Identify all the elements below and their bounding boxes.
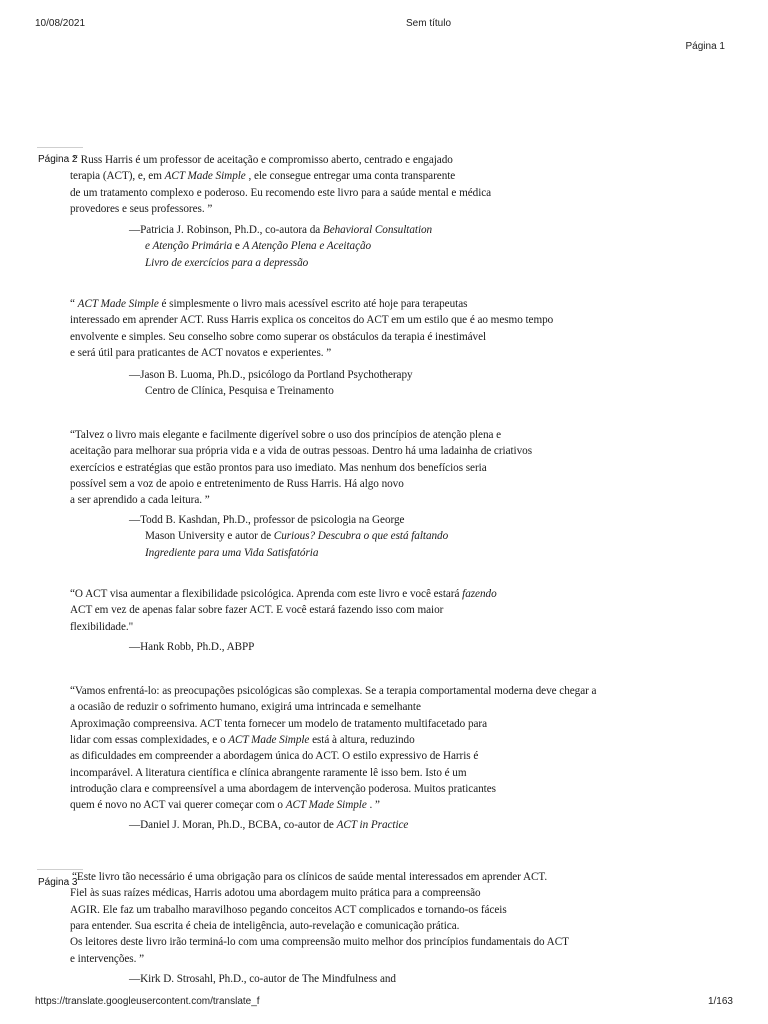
- line-text: —Daniel J. Moran, Ph.D., BCBA, co-autor de: [129, 819, 337, 831]
- line-text: —Todd B. Kashdan, Ph.D., professor de psicologia na George: [129, 514, 405, 526]
- quote-line: [70, 494, 210, 506]
- attribution-line: [145, 385, 334, 397]
- italic-title-text: ACT in Practice: [336, 819, 409, 831]
- line-text: aceitação para melhorar sua própria vida e a vida de outras pessoas. Dentro há uma ladainha de criativos: [70, 445, 532, 458]
- line-text: para entender. Sua escrita é cheia de inteligência, auto-revelação e comunicação prática.: [70, 919, 460, 932]
- print-url: https://translate.googleusercontent.com/translate_f: [35, 996, 260, 1007]
- line-text: “Talvez o livro mais elegante e facilmente digerível sobre o uso dos princípios de atenção plena e: [70, 429, 502, 441]
- line-text: Mason University e autor de: [145, 530, 274, 543]
- italic-title-text: Curious? Descubra o que está faltando: [273, 530, 449, 543]
- print-title: Sem título: [406, 18, 452, 29]
- line-text: e intervenções. ”: [70, 952, 145, 965]
- quote-line: [70, 445, 532, 457]
- attribution-line: [129, 224, 432, 236]
- attribution-line: [129, 641, 254, 653]
- quote-line: [70, 314, 553, 326]
- line-text: “Este livro tão necessário é uma obrigação para os clínicos de saúde mental interessados em aprender ACT.: [72, 871, 548, 883]
- attribution-line: [129, 369, 413, 381]
- italic-title-text: Ingrediente para uma Vida Satisfatória: [145, 546, 319, 559]
- attribution-line: [145, 530, 448, 542]
- line-text: —Kirk D. Strosahl, Ph.D., co-autor de The Mindfulness and: [129, 973, 396, 985]
- quote-line: [70, 478, 404, 490]
- quote-line: [70, 170, 455, 182]
- quote-line: [70, 953, 144, 965]
- attribution-line: [129, 819, 408, 831]
- line-text: . ”: [366, 799, 380, 812]
- line-text: flexibilidade.": [70, 620, 134, 633]
- line-text: Fiel às suas raízes médicas, Harris adotou uma abordagem muito prática para a compreensão: [70, 887, 481, 900]
- line-text: Os leitores deste livro irão terminá-lo com uma compreensão muito melhor dos princípios fundamentais do ACT: [70, 936, 569, 949]
- quote-line: [70, 904, 507, 916]
- line-text: “Vamos enfrentá-lo: as preocupações psicológicas são complexas. Se a terapia comportamental moderna deve chegar a: [70, 685, 597, 697]
- line-text: —Jason B. Luoma, Ph.D., psicólogo da Portland Psychotherapy: [129, 369, 413, 381]
- print-date: 10/08/2021: [35, 18, 86, 29]
- quote-line: [70, 887, 481, 899]
- print-page-count: 1/163: [707, 996, 733, 1007]
- line-text: —Hank Robb, Ph.D., ABPP: [129, 641, 255, 653]
- line-text: Aproximação compreensiva. ACT tenta fornecer um modelo de tratamento multifacetado para: [70, 717, 487, 730]
- line-text: “ Russ Harris é um professor de aceitação e compromisso aberto, centrado e engajado: [73, 154, 453, 166]
- line-text: interessado em aprender ACT. Russ Harris explica os conceitos do ACT em um estilo que é ao mesmo tempo: [70, 314, 554, 327]
- quote-line: [70, 685, 596, 697]
- quote-line: [70, 701, 421, 713]
- line-text: é simplesmente o livro mais acessível escrito até hoje para terapeutas: [158, 298, 468, 310]
- line-text: ACT em vez de apenas falar sobre fazer ACT. E você estará fazendo isso com maior: [70, 604, 444, 617]
- italic-title-text: e Atenção Primária: [145, 240, 233, 253]
- italic-title-text: Livro de exercícios para a depressão: [145, 256, 309, 269]
- line-text: as dificuldades em compreender a abordagem única do ACT. O estilo expressivo de Harris é: [70, 750, 479, 763]
- quote-line: [70, 734, 415, 746]
- attribution-line: [145, 240, 371, 252]
- line-text: introdução clara e compreensível a uma abordagem de intervenção poderosa. Muitos praticantes: [70, 782, 496, 795]
- attribution-line: [145, 257, 308, 269]
- quote-line: [70, 936, 569, 948]
- page-marker-2: Página 2: [38, 154, 78, 165]
- quote-line: [70, 331, 486, 343]
- line-text: a ocasião de reduzir o sofrimento humano, exigirá uma intrincada e semelhante: [70, 701, 421, 714]
- attribution-line: [129, 973, 396, 985]
- line-text: Centro de Clínica, Pesquisa e Treinamento: [145, 385, 334, 398]
- italic-title-text: ACT Made Simple: [228, 733, 310, 746]
- line-text: incomparável. A literatura científica e clínica abrangente raramente lê isso bem. Isto é um: [70, 766, 467, 779]
- line-text: exercícios e estratégias que estão prontos para uso imediato. Mas nenhum dos benefícios seria: [70, 461, 487, 474]
- line-text: envolvente e simples. Seu conselho sobre como superar os obstáculos da terapia é inestimável: [70, 330, 487, 343]
- quote-line: [72, 871, 547, 883]
- quote-line: [70, 298, 467, 310]
- italic-title-text: A Atenção Plena e Aceitação: [242, 240, 372, 253]
- quote-line: [70, 203, 212, 215]
- italic-title-text: Behavioral Consultation: [322, 224, 433, 236]
- quote-line: [70, 429, 501, 441]
- line-text: “O ACT visa aumentar a flexibilidade psicológica. Aprenda com este livro e você estará: [70, 588, 463, 600]
- quote-line: [70, 750, 478, 762]
- page-divider: [37, 869, 83, 870]
- line-text: está à altura, reduzindo: [309, 733, 415, 746]
- quote-line: [70, 462, 487, 474]
- quote-line: [70, 604, 443, 616]
- quote-line: [70, 621, 133, 633]
- page-label: Página 1: [685, 41, 725, 52]
- line-text: provedores e seus professores. ”: [70, 202, 213, 215]
- quote-line: [70, 767, 466, 779]
- line-text: de um tratamento complexo e poderoso. Eu recomendo este livro para a saúde mental e médica: [70, 186, 492, 199]
- line-text: a ser aprendido a cada leitura. ”: [70, 494, 210, 507]
- quote-line: [70, 588, 497, 600]
- attribution-line: [129, 514, 404, 526]
- line-text: lidar com essas complexidades, e o: [70, 733, 229, 746]
- quote-line: [70, 718, 487, 730]
- attribution-line: [145, 547, 318, 559]
- quote-line: [70, 187, 491, 199]
- line-text: possível sem a voz de apoio e entretenimento de Russ Harris. Há algo novo: [70, 477, 404, 490]
- line-text: terapia (ACT), e, em: [70, 170, 165, 183]
- line-text: —Patricia J. Robinson, Ph.D., co-autora da: [129, 224, 323, 236]
- quote-line: [70, 799, 380, 811]
- line-text: quem é novo no ACT vai querer começar com o: [70, 799, 286, 812]
- line-text: AGIR. Ele faz um trabalho maravilhoso pegando conceitos ACT complicados e tornando-os fáceis: [70, 903, 507, 916]
- line-text: “: [70, 298, 78, 310]
- page-divider: [37, 147, 83, 148]
- line-text: e será útil para praticantes de ACT novatos e experientes. ”: [70, 346, 332, 359]
- quote-line: [73, 154, 453, 166]
- quote-line: [70, 920, 459, 932]
- quote-line: [70, 783, 496, 795]
- quote-line: [70, 347, 331, 359]
- italic-title-text: fazendo: [462, 588, 497, 600]
- italic-title-text: ACT Made Simple: [164, 170, 246, 183]
- italic-title-text: ACT Made Simple: [77, 298, 159, 310]
- line-text: , ele consegue entregar uma conta transparente: [245, 170, 456, 183]
- line-text: e: [232, 240, 243, 253]
- page-marker-3: Página 3: [38, 877, 78, 888]
- italic-title-text: ACT Made Simple: [285, 799, 367, 812]
